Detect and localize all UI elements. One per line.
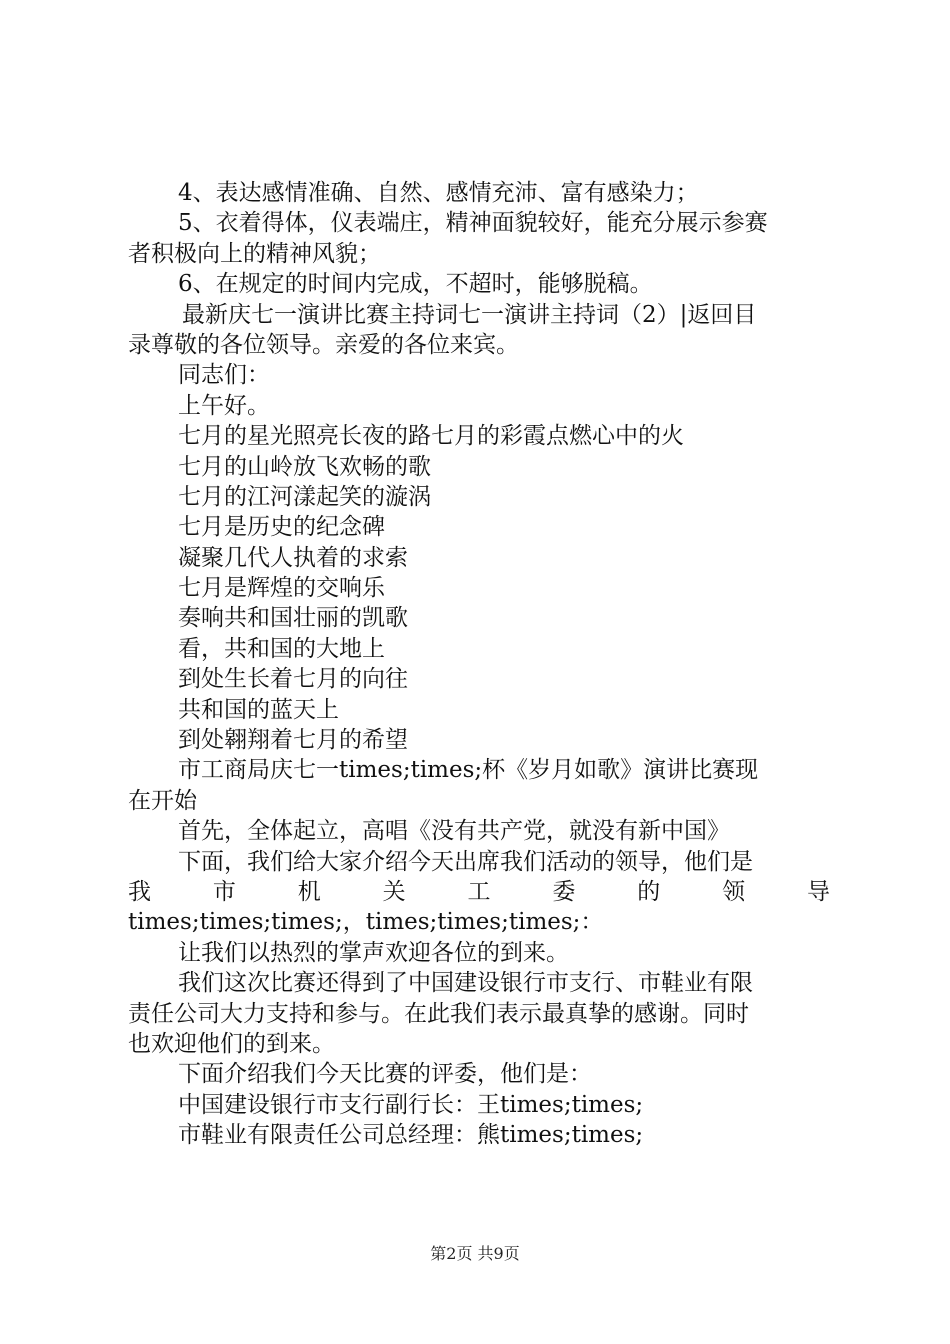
page-number-label: 第2页 共9页 [430, 1244, 520, 1263]
text-line: 下面，我们给大家介绍今天出席我们活动的领导，他们是 [178, 848, 753, 875]
justified-text-line [128, 877, 830, 907]
text-line: 让我们以热烈的掌声欢迎各位的到来。 [178, 939, 569, 966]
text-line: 也欢迎他们的到来。 [128, 1030, 335, 1057]
text-line: times;times;times;，times;times;times;： [128, 909, 604, 936]
body-text [128, 178, 830, 1151]
text-char: 的 [637, 878, 661, 905]
text-line: 5、衣着得体，仪表端庄，精神面貌较好，能充分展示参赛 [178, 210, 768, 237]
text-line: 共和国的蓝天上 [178, 696, 339, 723]
text-char: 导 [807, 878, 830, 905]
page-footer [0, 1244, 950, 1264]
text-line: 在开始 [128, 787, 197, 814]
text-line: 录尊敬的各位领导。亲爱的各位来宾。 [128, 331, 519, 358]
text-line: 凝聚几代人执着的求索 [178, 544, 408, 571]
text-line: 市鞋业有限责任公司总经理：熊times;times; [178, 1122, 644, 1149]
text-line: 到处翱翔着七月的希望 [178, 727, 408, 754]
text-line: 奏响共和国壮丽的凯歌 [178, 605, 408, 632]
text-line: 我们这次比赛还得到了中国建设银行市支行、市鞋业有限 [178, 970, 753, 997]
text-line: 七月的江河漾起笑的漩涡 [178, 483, 431, 510]
text-line: 同志们： [178, 362, 270, 389]
text-char: 委 [552, 878, 576, 905]
text-line: 市工商局庆七一times;times;杯《岁月如歌》演讲比赛现 [178, 757, 759, 784]
text-line: 最新庆七一演讲比赛主持词七一演讲主持词（2）|返回目 [182, 301, 757, 328]
text-char: 市 [212, 878, 236, 905]
text-line: 中国建设银行市支行副行长：王times;times; [178, 1091, 644, 1118]
text-line: 七月是辉煌的交响乐 [178, 575, 385, 602]
text-line: 七月的山岭放飞欢畅的歌 [178, 453, 431, 480]
text-line: 首先，全体起立，高唱《没有共产党，就没有新中国》 [178, 818, 730, 845]
text-line: 者积极向上的精神风貌； [128, 240, 381, 267]
text-line: 责任公司大力支持和参与。在此我们表示最真挚的感谢。同时 [128, 1000, 749, 1027]
text-char: 领 [722, 878, 746, 905]
text-line: 看，共和国的大地上 [178, 635, 385, 662]
text-char: 关 [382, 878, 406, 905]
text-line: 6、在规定的时间内完成，不超时，能够脱稿。 [178, 271, 653, 298]
text-char: 工 [467, 878, 491, 905]
text-line: 4、表达感情准确、自然、感情充沛、富有感染力； [178, 180, 699, 206]
text-line: 七月是历史的纪念碑 [178, 514, 385, 541]
text-line: 七月的星光照亮长夜的路七月的彩霞点燃心中的火 [178, 423, 684, 450]
text-char: 机 [297, 878, 321, 905]
text-line: 下面介绍我们今天比赛的评委，他们是： [178, 1061, 592, 1088]
text-line: 上午好。 [178, 392, 270, 419]
text-line: 到处生长着七月的向往 [178, 666, 408, 693]
text-char: 我 [128, 878, 151, 905]
